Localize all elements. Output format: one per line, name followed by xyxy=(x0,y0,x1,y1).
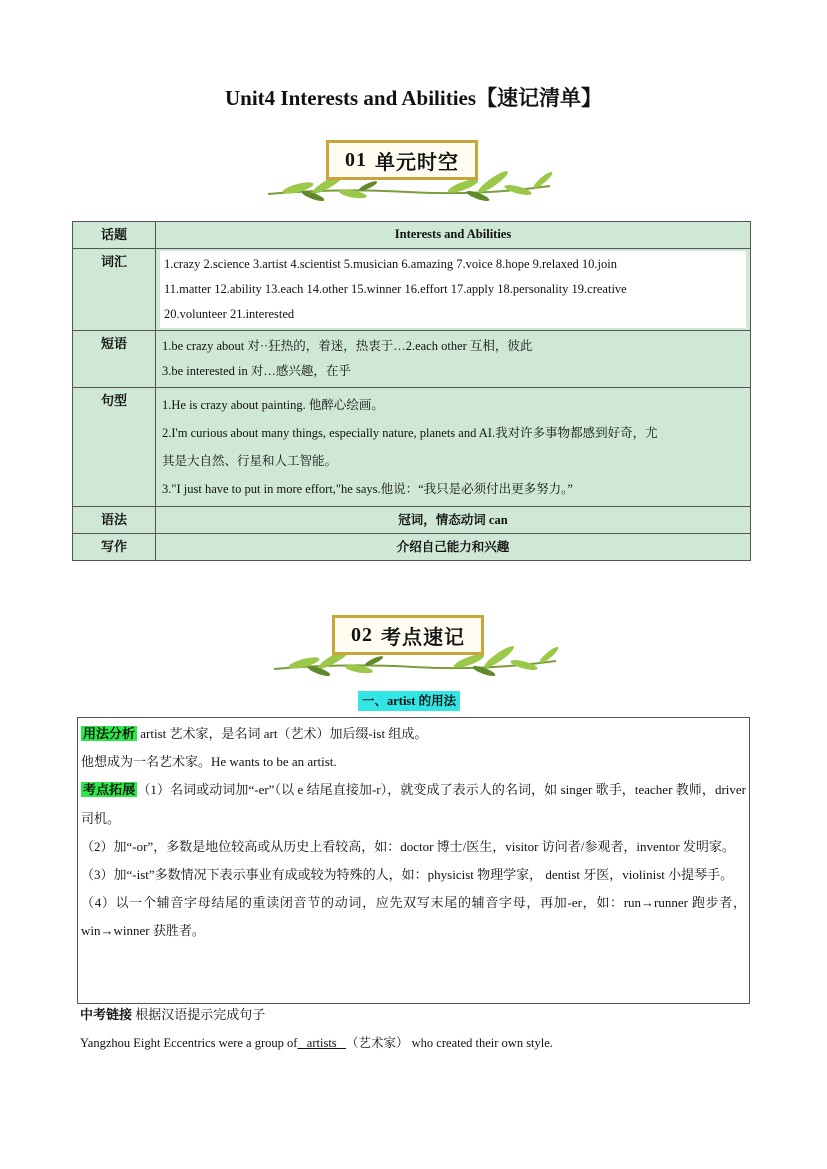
vocab-line: 20.volunteer 21.interested xyxy=(164,307,295,321)
section-banner-label: 02 考点速记 xyxy=(332,615,484,655)
row-value-sentences xyxy=(156,388,751,507)
exam-link-label: 中考链接 xyxy=(80,1007,133,1022)
row-value-topic: Interests and Abilities xyxy=(156,222,751,249)
exam-question: Yangzhou Eight Eccentrics were a group of artists （艺术家） who created their own style. xyxy=(80,1036,553,1050)
row-value-vocab xyxy=(156,249,751,331)
extension-item: （3）加“-ist”多数情况下表示事业有成或较为特殊的人，如：physicist 物理学家， dentist 牙医，violinist 小提琴手。 xyxy=(81,867,734,883)
phrase-line: 1.be crazy about 对··狂热的，着迷，热衷于…2.each other 互相，彼此 xyxy=(162,339,533,353)
row-key-topic: 话题 xyxy=(73,222,156,249)
row-value-grammar: 冠词，情态动词 can xyxy=(156,507,751,534)
row-key-writing: 写作 xyxy=(73,534,156,561)
sentence-line: 其是大自然、行星和人工智能。 xyxy=(162,454,338,468)
section-banner-1 xyxy=(258,136,558,206)
sentence-line: 3."I just have to put in more effort,"he says.他说：“我只是必须付出更多努力。” xyxy=(162,482,573,496)
usage-label: 用法分析 xyxy=(83,726,136,741)
table-row xyxy=(73,507,751,534)
extension-paragraph: 考点拓展 （1）名词或动词加“-er”（以 e 结尾直接加-r），就变成了表示人的名词，如 singer 歌手，teacher 教师，driver 司机。 xyxy=(81,782,746,826)
row-value-writing: 介绍自己能力和兴趣 xyxy=(156,534,751,561)
page-title: Unit4 Interests and Abilities【速记清单】 xyxy=(224,86,603,110)
vocab-line: 1.crazy 2.science 3.artist 4.scientist 5.musician 6.amazing 7.voice 8.hope 9.relaxed 10.join xyxy=(164,257,617,271)
row-key-vocab: 词汇 xyxy=(73,249,156,331)
section-banner-2 xyxy=(264,611,564,681)
row-value-phrases xyxy=(156,331,751,388)
sentence-line: 2.I'm curious about many things, especially nature, planets and AI.我对许多事物都感到好奇，尤 xyxy=(162,426,658,440)
extension-label: 考点拓展 xyxy=(83,782,136,798)
row-key-phrases: 短语 xyxy=(73,331,156,388)
table-row xyxy=(73,534,751,561)
section-banner-label: 01 单元时空 xyxy=(326,140,478,180)
extension-item: （2）加“-or”，多数是地位较高或从历史上看较高，如：doctor 博士/医生，visitor 访问者/参观者，inventor 发明家。 xyxy=(81,838,735,854)
row-key-sentences: 句型 xyxy=(73,388,156,507)
row-key-grammar: 语法 xyxy=(73,507,156,534)
usage-paragraph: 用法分析 artist 艺术家，是名词 art（艺术）加后缀-ist 组成。 xyxy=(83,726,428,741)
unit-summary-table xyxy=(72,221,751,561)
phrase-line: 3.be interested in 对…感兴趣，在乎 xyxy=(162,364,351,378)
sentence-line: 1.He is crazy about painting. 他醉心绘画。 xyxy=(162,398,384,412)
table-row xyxy=(73,388,751,507)
extension-item: （4）以一个辅音字母结尾的重读闭音节的动词，应先双写末尾的辅音字母，再加-er，如：run→runner 跑步者，win→winner 获胜者。 xyxy=(81,895,746,939)
table-row xyxy=(73,331,751,388)
point-explanation-box xyxy=(77,717,750,1004)
answer-blank: artists xyxy=(297,1036,347,1050)
table-row xyxy=(73,222,751,249)
table-row xyxy=(73,249,751,331)
vocab-line: 11.matter 12.ability 13.each 14.other 15.winner 16.effort 17.apply 18.personality 19.creative xyxy=(164,282,627,296)
example-sentence: 他想成为一名艺术家。He wants to be an artist. xyxy=(81,754,337,770)
exam-instruction: 根据汉语提示完成句子 xyxy=(132,1007,266,1022)
point-heading: 一、artist 的用法 xyxy=(358,691,460,711)
exam-link xyxy=(80,1004,760,1026)
